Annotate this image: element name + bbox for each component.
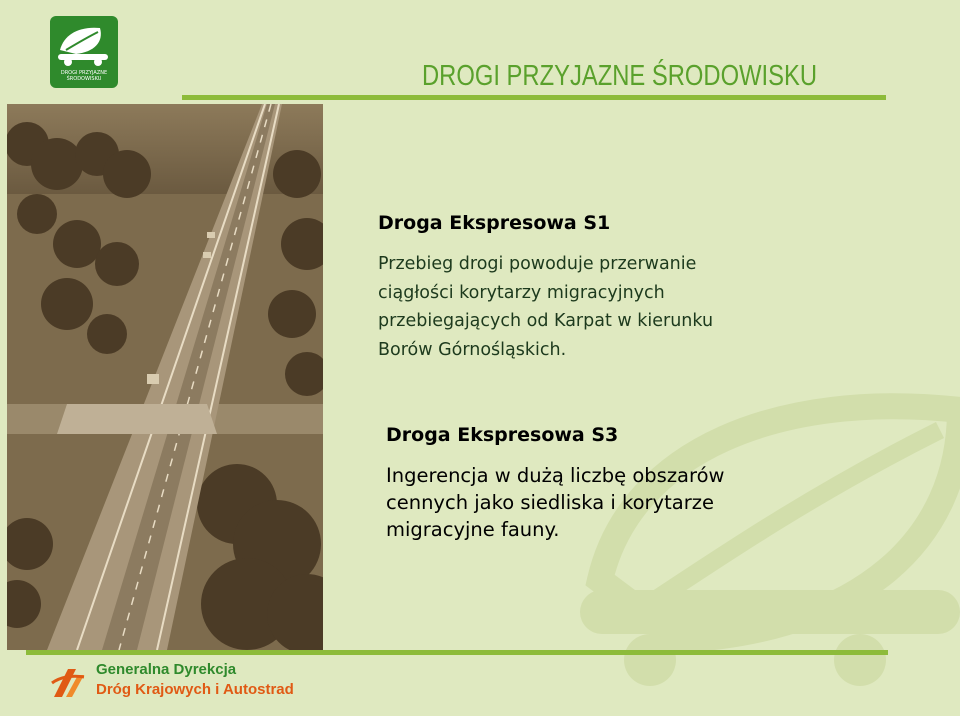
leaf-car-icon bbox=[50, 16, 118, 72]
section-s3-line: migracyjne fauny. bbox=[386, 518, 560, 541]
gddkia-logo-icon bbox=[50, 663, 86, 701]
section-s1-line: Przebieg drogi powoduje przerwanie bbox=[378, 254, 697, 274]
section-s1-line: przebiegających od Karpat w kierunku bbox=[378, 311, 714, 331]
section-s1 bbox=[378, 212, 938, 364]
section-s1-line: Borów Górnośląskich. bbox=[378, 339, 567, 360]
section-s3-body bbox=[386, 462, 926, 543]
section-s3 bbox=[386, 424, 926, 543]
eco-roads-logo bbox=[50, 16, 118, 88]
footer-divider bbox=[26, 650, 888, 655]
section-s1-line: ciągłości korytarzy migracyjnych bbox=[378, 282, 665, 303]
footer-line1: Generalna Dyrekcja bbox=[96, 661, 237, 678]
section-s3-line: cennych jako siedliska i korytarze bbox=[386, 491, 714, 514]
section-s3-heading: Droga Ekspresowa S3 bbox=[386, 424, 619, 446]
logo-caption: DROGI PRZYJAZNE ŚRODOWISKU bbox=[60, 70, 108, 82]
section-s1-body bbox=[378, 250, 938, 364]
section-s3-line: Ingerencja w dużą liczbę obszarów bbox=[386, 464, 725, 487]
footer-organization bbox=[96, 660, 294, 700]
footer-line2: Dróg Krajowych i Autostrad bbox=[96, 681, 294, 698]
highway-aerial-photo bbox=[7, 104, 323, 650]
page-title: DROGI PRZYJAZNE ŚRODOWISKU bbox=[422, 60, 818, 92]
header-divider bbox=[182, 95, 886, 100]
section-s1-heading: Droga Ekspresowa S1 bbox=[378, 212, 611, 234]
